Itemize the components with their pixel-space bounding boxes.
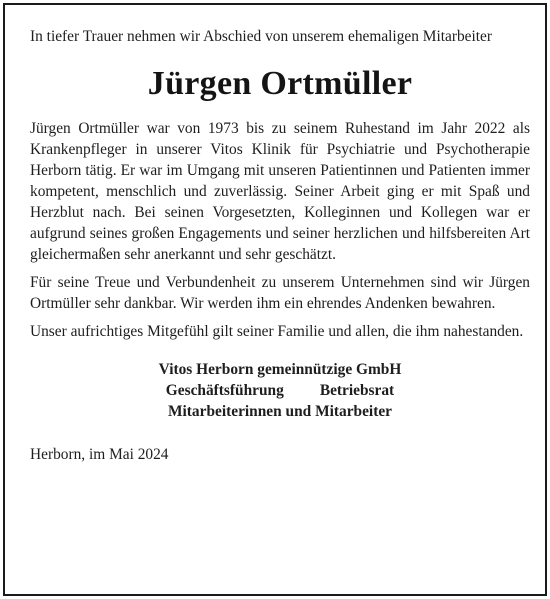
signature-works-council: Betriebsrat — [319, 382, 395, 399]
paragraph-gratitude: Für seine Treue und Verbundenheit zu unserem Unternehmen sind wir Jürgen Ortmüller sehr dankbar. Wir werden ihm ein ehrendes Andenken bewahren. — [30, 274, 530, 312]
signature-management: Geschäftsführung — [165, 382, 284, 399]
obituary-content — [30, 26, 530, 465]
intro-text: In tiefer Trauer nehmen wir Abschied von unserem ehemaligen Mitarbeiter — [30, 28, 493, 45]
signature-organization: Vitos Herborn gemeinnützige GmbH — [158, 361, 402, 378]
paragraph-career: Jürgen Ortmüller war von 1973 bis zu seinem Ruhestand im Jahr 2022 als Krankenpfleger in unserer Vitos Klinik für Psychiatrie und Psychotherapie Herborn tätig. Er war im Umgang mit unseren Patientinnen und Patienten immer kompetent, menschlich und zuverlässig. Seiner Arbeit ging er mit Spaß und Herzblut nach. Bei seinen Vorgesetzten, Kolleginnen und Kollegen war er aufgrund seines großen Engagements und seiner herzlichen und hilfsbereiten Art gleichermaßen sehr anerkannt und sehr geschätzt. — [30, 120, 530, 263]
signature-row — [30, 380, 530, 401]
deceased-name: Jürgen Ortmüller — [147, 65, 413, 102]
obituary-frame — [3, 3, 547, 596]
paragraph-condolence: Unser aufrichtiges Mitgefühl gilt seiner Familie und allen, die ihm nahestanden. — [30, 323, 524, 340]
place-date: Herborn, im Mai 2024 — [30, 446, 169, 463]
signature-block — [30, 359, 530, 422]
signature-staff: Mitarbeiterinnen und Mitarbeiter — [168, 403, 392, 420]
